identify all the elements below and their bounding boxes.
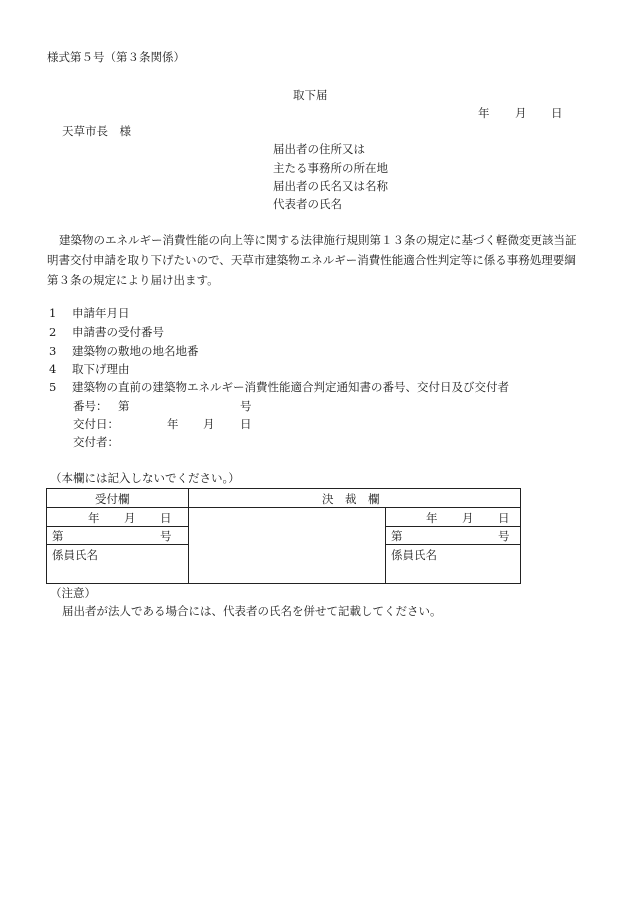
reception-day-label: 日 <box>160 511 172 525</box>
document-title: 取下届 <box>293 88 328 102</box>
decision-column-header: 決 裁 欄 <box>322 492 380 506</box>
decision-number-prefix: 第 <box>391 529 403 543</box>
reception-month-label: 月 <box>124 511 136 525</box>
applicant-representative-label: 代表者の氏名 <box>273 197 342 211</box>
decision-staff-label: 係員氏名 <box>391 548 437 562</box>
item-text: 建築物の敷地の地名地番 <box>72 344 199 358</box>
reception-column-header: 受付欄 <box>95 492 130 506</box>
reception-staff-label: 係員氏名 <box>52 548 98 562</box>
table-divider <box>46 526 188 527</box>
notice-number-label: 番号： <box>73 399 108 413</box>
decision-year-label: 年 <box>426 511 438 525</box>
table-divider <box>46 507 520 508</box>
notes-heading: （注意） <box>50 586 96 600</box>
item-number: 2 <box>49 325 57 339</box>
decision-day-label: 日 <box>498 511 510 525</box>
item-number: 4 <box>49 362 57 376</box>
table-divider <box>385 526 520 527</box>
issue-month-label: 月 <box>203 417 215 431</box>
reception-number-prefix: 第 <box>52 529 64 543</box>
form-number: 様式第５号（第３条関係） <box>47 50 185 64</box>
item-number: 1 <box>49 306 57 320</box>
applicant-office-label: 主たる事務所の所在地 <box>273 161 388 175</box>
item-number: 3 <box>49 344 57 358</box>
reception-year-label: 年 <box>88 511 100 525</box>
table-divider <box>46 544 188 545</box>
notice-number-prefix: 第 <box>118 399 130 413</box>
body-paragraph: 建築物のエネルギー消費性能の向上等に関する法律施行規則第１３条の規定に基づく軽微変更該当証明書交付申請を取り下げたいので、天草市建築物エネルギー消費性能適合性判定等に係る事務処理要綱第３条の規定により届け出ます。 <box>47 233 577 287</box>
applicant-address-label: 届出者の住所又は <box>273 142 365 156</box>
date-month-label: 月 <box>515 106 527 120</box>
notes-text: 届出者が法人である場合には、代表者の氏名を併せて記載してください。 <box>62 604 442 618</box>
applicant-name-label: 届出者の氏名又は名称 <box>273 179 388 193</box>
date-year-label: 年 <box>478 106 490 120</box>
table-divider <box>188 488 189 583</box>
decision-number-suffix: 号 <box>498 529 510 543</box>
item-text: 申請年月日 <box>72 306 130 320</box>
office-use-note: （本欄には記入しないでください。） <box>50 471 240 485</box>
table-divider <box>385 544 520 545</box>
date-day-label: 日 <box>551 106 563 120</box>
item-text: 申請書の受付番号 <box>72 325 164 339</box>
issue-year-label: 年 <box>167 417 179 431</box>
issue-date-label: 交付日： <box>73 417 119 431</box>
table-divider <box>385 507 386 583</box>
item-number: 5 <box>49 380 57 394</box>
item-text: 建築物の直前の建築物エネルギー消費性能適合判定通知書の番号、交付日及び交付者 <box>72 380 509 394</box>
issue-day-label: 日 <box>240 417 252 431</box>
item-text: 取下げ理由 <box>72 362 130 376</box>
reception-number-suffix: 号 <box>160 529 172 543</box>
decision-month-label: 月 <box>462 511 474 525</box>
addressee: 天草市長 様 <box>62 124 131 138</box>
notice-number-suffix: 号 <box>240 399 252 413</box>
issuer-label: 交付者： <box>73 435 119 449</box>
